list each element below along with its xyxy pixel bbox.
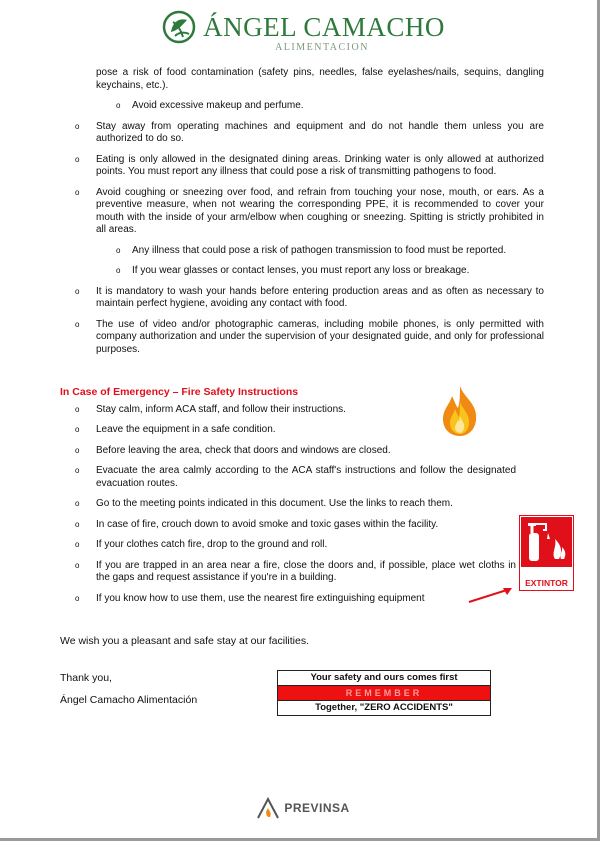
emergency-text: Go to the meeting points indicated in this document. Use the links to reach them.: [96, 498, 453, 509]
emergency-text: In case of fire, crouch down to avoid smoke and toxic gases within the facility.: [96, 518, 439, 530]
rule-text: pose a risk of food contamination (safety pins, needles, false eyelashes/nails, sequins, dangling keychains, etc.).: [96, 67, 544, 91]
hygiene-rules-list: [60, 67, 544, 356]
footer-brand: PREVINSA: [284, 801, 350, 815]
rule-text: Avoid excessive makeup and perfume.: [132, 100, 304, 111]
bullet-icon: o: [75, 560, 80, 570]
bullet-icon: o: [75, 425, 80, 434]
emergency-item: [60, 498, 516, 511]
extinguisher-pictogram: [521, 517, 572, 567]
rule-subitem: [60, 100, 544, 113]
previnsa-logo-icon: [256, 796, 280, 820]
rule-text: Any illness that could pose a risk of pathogen transmission to food must be reported.: [132, 244, 507, 256]
bullet-icon: o: [75, 404, 80, 414]
rule-item: [60, 187, 544, 237]
rule-item: [60, 319, 544, 357]
bullet-icon: o: [116, 245, 121, 255]
bullet-icon: o: [116, 101, 121, 110]
emergency-text: Before leaving the area, check that doors and windows are closed.: [96, 444, 391, 456]
emergency-section-title: In Case of Emergency – Fire Safety Instructions: [60, 386, 299, 398]
company-logo: [0, 10, 606, 44]
thank-you-text: Thank you,: [60, 671, 112, 684]
rule-subitem: [60, 245, 544, 258]
rule-text: The use of video and/or photographic cameras, including mobile phones, is only permitted with company authorization and under the supervision of your designated guide, and only for professional purposes.: [96, 318, 544, 355]
rule-subitem: [60, 265, 544, 278]
rule-text: It is mandatory to wash your hands before entering production areas and as often as necessary to maintain perfect hygiene, avoiding any contact with food.: [96, 285, 544, 309]
emergency-item: [60, 445, 516, 458]
bullet-icon: o: [116, 266, 121, 275]
leaf-emblem-icon: [161, 10, 197, 44]
fire-extinguisher-icon: [521, 517, 572, 567]
safety-line-1: Your safety and ours comes first: [310, 672, 458, 683]
bullet-icon: o: [75, 499, 80, 508]
bullet-icon: o: [75, 187, 80, 197]
rule-text: Eating is only allowed in the designated dining areas. Drinking water is only allowed at authorized points. You must report any illness that could pose a risk of transmitting pathogens to food.: [96, 153, 544, 177]
emergency-text: Leave the equipment in a safe condition.: [96, 424, 276, 435]
page-footer: [0, 796, 606, 820]
extinguisher-label: EXTINTOR: [525, 578, 568, 588]
signature-text: Ángel Camacho Alimentación: [60, 693, 198, 706]
rule-item: [60, 121, 544, 146]
rule-item: [60, 154, 544, 179]
bullet-icon: o: [75, 466, 80, 475]
bullet-icon: o: [75, 154, 80, 164]
safety-reminder-box: [277, 670, 491, 716]
rule-item: [60, 286, 544, 311]
emergency-item: [60, 465, 516, 490]
bullet-icon: o: [75, 286, 80, 296]
emergency-text: Stay calm, inform ACA staff, and follow their instructions.: [96, 403, 346, 415]
safety-line-3: Together, "ZERO ACCIDENTS": [315, 702, 453, 713]
bullet-icon: o: [75, 519, 80, 529]
page-header: [0, 10, 606, 53]
rule-text: If you wear glasses or contact lenses, you must report any loss or breakage.: [132, 265, 470, 276]
bullet-icon: o: [75, 445, 80, 455]
brand-subtitle: ALIMENTACION: [275, 42, 369, 53]
bullet-icon: o: [75, 121, 80, 131]
rule-text: Avoid coughing or sneezing over food, and refrain from touching your nose, mouth, or ears. As a preventive measure, when not wearing the corresponding PPE, it is recommended to cover your mouth with the inside of your arm/elbow when coughing or sneezing. Spitting is strictly prohibited in all areas.: [96, 186, 544, 235]
fire-icon: [438, 384, 482, 438]
closing-wish: We wish you a pleasant and safe stay at our facilities.: [60, 635, 310, 647]
rule-continuation: [60, 67, 544, 92]
safety-line-remember: REMEMBER: [278, 685, 490, 701]
bullet-icon: o: [75, 540, 80, 549]
brand-name: ÁNGEL CAMACHO: [203, 11, 445, 42]
emergency-item: [60, 560, 516, 585]
emergency-text: If you are trapped in an area near a fire, close the doors and, if possible, place wet cloths in the gaps and request assistance if you're in a building.: [96, 559, 516, 583]
emergency-text: If your clothes catch fire, drop to the ground and roll.: [96, 539, 328, 550]
fire-extinguisher-sign: [519, 515, 574, 591]
emergency-text: Evacuate the area calmly according to the ACA staff's instructions and follow the designated evacuation routes.: [96, 465, 516, 489]
emergency-item: [60, 519, 516, 532]
rule-text: Stay away from operating machines and equipment and do not handle them unless you are authorized to do so.: [96, 120, 544, 144]
emergency-item: [60, 593, 516, 606]
emergency-item: [60, 539, 516, 552]
bullet-icon: o: [75, 593, 80, 603]
bullet-icon: o: [75, 319, 80, 329]
emergency-text: If you know how to use them, use the nearest fire extinguishing equipment: [96, 592, 425, 604]
pointer-arrow-icon: [466, 584, 516, 604]
